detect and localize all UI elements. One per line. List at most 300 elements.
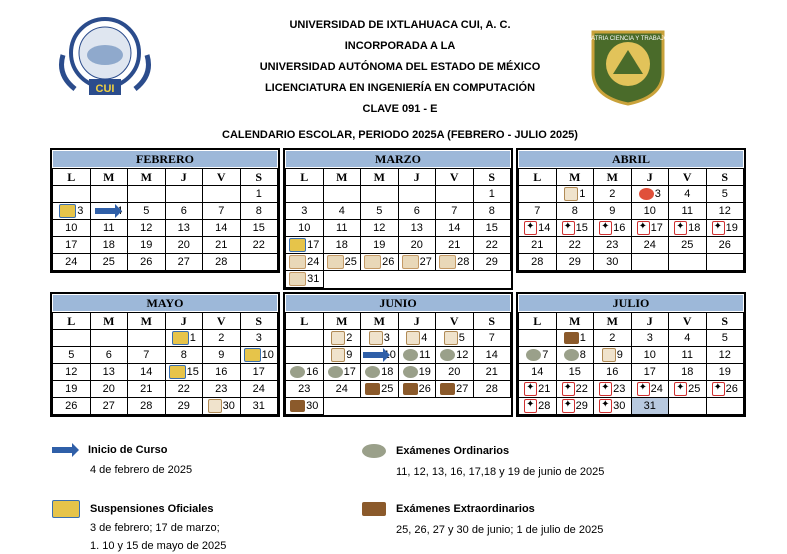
day-cell xyxy=(286,381,324,398)
day-number: 19 xyxy=(718,366,731,378)
day-number: 18 xyxy=(335,239,348,251)
runner-icon xyxy=(562,399,575,413)
day-cell xyxy=(165,220,203,237)
week-row xyxy=(286,237,511,254)
day-cell xyxy=(165,254,203,271)
vacation-icon xyxy=(364,255,381,269)
document-icon xyxy=(406,331,420,345)
day-cell xyxy=(286,237,324,254)
day-number: 10 xyxy=(261,349,274,361)
weekday-header: S xyxy=(706,169,744,186)
day-number: 30 xyxy=(613,400,626,412)
day-cell xyxy=(90,347,128,364)
day-number: 1 xyxy=(189,332,196,344)
month-name: MAYO xyxy=(52,294,278,312)
day-number: 28 xyxy=(485,383,498,395)
day-cell xyxy=(436,381,474,398)
day-cell xyxy=(323,381,361,398)
day-number: 7 xyxy=(218,205,225,217)
day-cell xyxy=(323,186,361,203)
day-number: 12 xyxy=(718,205,731,217)
day-cell xyxy=(361,330,399,347)
day-number: 14 xyxy=(538,222,551,234)
day-cell xyxy=(398,381,436,398)
week-row xyxy=(519,220,744,237)
day-number: 27 xyxy=(102,400,115,412)
day-number: 12 xyxy=(456,349,469,361)
day-cell xyxy=(631,398,669,415)
day-cell xyxy=(53,203,91,220)
day-cell xyxy=(398,203,436,220)
weekday-header-row xyxy=(53,313,278,330)
day-cell xyxy=(556,398,594,415)
day-cell xyxy=(361,203,399,220)
day-cell xyxy=(631,364,669,381)
week-row xyxy=(519,347,744,364)
day-number: 24 xyxy=(252,383,265,395)
day-cell xyxy=(631,237,669,254)
day-cell xyxy=(240,186,278,203)
day-number: 15 xyxy=(252,222,265,234)
day-cell xyxy=(519,347,557,364)
runner-icon xyxy=(712,221,725,235)
day-number: 1 xyxy=(488,188,495,200)
day-cell xyxy=(53,347,91,364)
ordinary-exam-icon xyxy=(403,366,418,378)
day-cell xyxy=(286,398,324,415)
day-number: 31 xyxy=(643,400,656,412)
day-number: 19 xyxy=(65,383,78,395)
day-number: 22 xyxy=(177,383,190,395)
empty-cell xyxy=(473,398,511,415)
runner-icon xyxy=(637,221,650,235)
day-number: 19 xyxy=(725,222,738,234)
cui-logo xyxy=(55,15,155,103)
day-number: 19 xyxy=(373,239,386,251)
day-number: 18 xyxy=(381,366,394,378)
header-line-2: INCORPORADA A LA xyxy=(344,40,456,52)
day-number: 3 xyxy=(255,332,262,344)
day-number: 17 xyxy=(65,239,78,251)
header-line-1: UNIVERSIDAD DE IXTLAHUACA CUI, A. C. xyxy=(289,19,511,31)
day-cell xyxy=(519,186,557,203)
day-number: 23 xyxy=(215,383,228,395)
extraordinary-exam-icon xyxy=(403,383,418,395)
weekday-header: M xyxy=(361,169,399,186)
day-number: 26 xyxy=(382,256,395,268)
day-cell xyxy=(594,398,632,415)
day-number: 5 xyxy=(143,205,150,217)
week-row xyxy=(519,364,744,381)
day-number: 24 xyxy=(335,383,348,395)
ordinary-exam-icon xyxy=(403,349,418,361)
legend-suspensiones-desc2: 1. 10 y 15 de mayo de 2025 xyxy=(90,540,227,552)
day-cell xyxy=(90,398,128,415)
day-cell xyxy=(165,330,203,347)
day-number: 6 xyxy=(105,349,112,361)
document-icon xyxy=(444,331,458,345)
day-number: 8 xyxy=(180,349,187,361)
day-cell xyxy=(128,220,166,237)
day-number: 21 xyxy=(485,366,498,378)
day-cell xyxy=(128,203,166,220)
day-number: 26 xyxy=(65,400,78,412)
runner-icon xyxy=(562,221,575,235)
day-cell xyxy=(669,237,707,254)
day-number: 7 xyxy=(488,332,495,344)
vacation-icon xyxy=(439,255,456,269)
day-number: 10 xyxy=(298,222,311,234)
month-mayo xyxy=(50,292,280,417)
header-line-3: UNIVERSIDAD AUTÓNOMA DEL ESTADO DE MÉXICO xyxy=(259,61,541,73)
weekday-header: M xyxy=(556,313,594,330)
day-number: 29 xyxy=(575,400,588,412)
day-cell xyxy=(631,203,669,220)
weekday-header: V xyxy=(669,313,707,330)
week-row xyxy=(53,381,278,398)
day-cell xyxy=(631,381,669,398)
day-number: 20 xyxy=(177,239,190,251)
day-cell xyxy=(53,186,91,203)
day-cell xyxy=(519,220,557,237)
day-number: 4 xyxy=(421,332,428,344)
suspension-icon xyxy=(244,348,261,362)
day-cell xyxy=(361,347,399,364)
day-number: 16 xyxy=(306,366,319,378)
week-row xyxy=(286,220,511,237)
day-number: 21 xyxy=(140,383,153,395)
day-cell xyxy=(594,330,632,347)
month-julio xyxy=(516,292,746,417)
week-row xyxy=(519,330,744,347)
day-number: 14 xyxy=(531,366,544,378)
vacation-icon xyxy=(402,255,419,269)
day-cell xyxy=(128,186,166,203)
suspension-icon xyxy=(172,331,189,345)
day-cell xyxy=(165,237,203,254)
runner-icon xyxy=(712,382,725,396)
day-cell xyxy=(286,254,324,271)
day-number: 9 xyxy=(616,349,623,361)
day-number: 5 xyxy=(721,188,728,200)
day-number: 18 xyxy=(102,239,115,251)
day-number: 12 xyxy=(373,222,386,234)
day-cell xyxy=(519,364,557,381)
day-number: 4 xyxy=(684,332,691,344)
day-cell xyxy=(519,237,557,254)
month-abril xyxy=(516,148,746,273)
day-number: 25 xyxy=(681,239,694,251)
extraordinary-exam-icon xyxy=(290,400,305,412)
day-cell xyxy=(519,381,557,398)
day-cell xyxy=(361,220,399,237)
day-cell xyxy=(128,237,166,254)
weekday-header: L xyxy=(53,169,91,186)
day-number: 24 xyxy=(643,239,656,251)
day-number: 26 xyxy=(725,383,738,395)
day-number: 5 xyxy=(458,332,465,344)
day-number: 1 xyxy=(579,332,586,344)
week-row xyxy=(53,254,278,271)
day-cell xyxy=(594,186,632,203)
day-cell xyxy=(594,364,632,381)
day-number: 28 xyxy=(140,400,153,412)
day-cell xyxy=(594,220,632,237)
day-number: 22 xyxy=(485,239,498,251)
weekday-header: M xyxy=(323,169,361,186)
day-number: 11 xyxy=(103,222,115,234)
empty-cell xyxy=(398,398,436,415)
day-cell xyxy=(398,237,436,254)
weekday-header: V xyxy=(436,313,474,330)
suspension-icon xyxy=(169,365,186,379)
month-name: JUNIO xyxy=(285,294,511,312)
legend-extraordinarios-desc: 25, 26, 27 y 30 de junio; 1 de julio de 2025 xyxy=(396,524,604,536)
day-cell xyxy=(556,254,594,271)
day-number: 8 xyxy=(571,205,578,217)
day-cell xyxy=(323,237,361,254)
day-number: 5 xyxy=(376,205,383,217)
day-number: 16 xyxy=(606,366,619,378)
day-number: 5 xyxy=(721,332,728,344)
week-row xyxy=(53,237,278,254)
day-number: 14 xyxy=(140,366,153,378)
weekday-header: M xyxy=(361,313,399,330)
day-number: 27 xyxy=(177,256,190,268)
ordinary-exam-icon xyxy=(362,444,386,458)
week-row xyxy=(519,237,744,254)
day-number: 13 xyxy=(177,222,190,234)
empty-cell xyxy=(361,271,399,288)
weekday-header: V xyxy=(669,169,707,186)
calendar-title: CALENDARIO ESCOLAR, PERIODO 2025A (FEBRERO - JULIO 2025) xyxy=(222,129,578,141)
day-cell xyxy=(128,381,166,398)
legend-ordinarios-title: Exámenes Ordinarios xyxy=(396,445,510,457)
week-row xyxy=(286,398,511,415)
day-cell xyxy=(706,186,744,203)
day-number: 9 xyxy=(609,205,616,217)
day-cell xyxy=(669,364,707,381)
weekday-header: V xyxy=(203,313,241,330)
day-number: 20 xyxy=(410,239,423,251)
month-table xyxy=(518,312,744,415)
runner-icon xyxy=(599,221,612,235)
runner-icon xyxy=(524,382,537,396)
day-cell xyxy=(706,203,744,220)
day-cell xyxy=(706,381,744,398)
day-cell xyxy=(436,237,474,254)
day-cell xyxy=(361,254,399,271)
day-cell xyxy=(706,220,744,237)
day-number: 28 xyxy=(215,256,228,268)
week-row xyxy=(519,186,744,203)
day-cell xyxy=(669,220,707,237)
weekday-header: S xyxy=(706,313,744,330)
day-cell xyxy=(519,330,557,347)
day-cell xyxy=(436,347,474,364)
day-cell xyxy=(286,203,324,220)
document-icon xyxy=(208,399,222,413)
day-cell xyxy=(128,347,166,364)
day-cell xyxy=(203,330,241,347)
month-table xyxy=(285,168,511,288)
day-number: 30 xyxy=(306,400,319,412)
day-cell xyxy=(90,203,128,220)
legend-extraordinarios xyxy=(362,502,603,536)
day-cell xyxy=(706,398,744,415)
weekday-header: L xyxy=(53,313,91,330)
month-name: JULIO xyxy=(518,294,744,312)
day-number: 3 xyxy=(646,332,653,344)
day-number: 29 xyxy=(485,256,498,268)
day-cell xyxy=(398,364,436,381)
weekday-header-row xyxy=(53,169,278,186)
day-number: 9 xyxy=(346,349,353,361)
day-number: 22 xyxy=(568,239,581,251)
day-cell xyxy=(669,186,707,203)
day-number: 4 xyxy=(338,205,345,217)
day-number: 8 xyxy=(255,205,262,217)
day-cell xyxy=(706,254,744,271)
day-number: 23 xyxy=(606,239,619,251)
day-cell xyxy=(240,330,278,347)
day-number: 19 xyxy=(418,366,431,378)
day-cell xyxy=(53,237,91,254)
day-number: 22 xyxy=(252,239,265,251)
day-cell xyxy=(669,347,707,364)
weekday-header: J xyxy=(165,169,203,186)
week-row xyxy=(286,347,511,364)
day-number: 21 xyxy=(215,239,228,251)
ordinary-exam-icon xyxy=(526,349,541,361)
extraordinary-exam-icon xyxy=(362,502,386,516)
weekday-header: M xyxy=(128,313,166,330)
day-number: 8 xyxy=(579,349,586,361)
arrow-icon xyxy=(363,352,383,358)
week-row xyxy=(53,186,278,203)
day-cell xyxy=(631,254,669,271)
weekday-header: V xyxy=(203,169,241,186)
day-number: 11 xyxy=(681,349,693,361)
ordinary-exam-icon xyxy=(290,366,305,378)
day-cell xyxy=(556,220,594,237)
day-cell xyxy=(286,347,324,364)
day-cell xyxy=(53,220,91,237)
day-cell xyxy=(53,381,91,398)
runner-icon xyxy=(562,382,575,396)
weekday-header: M xyxy=(323,313,361,330)
day-cell xyxy=(165,186,203,203)
day-number: 17 xyxy=(343,366,356,378)
vacation-icon xyxy=(327,255,344,269)
day-cell xyxy=(53,330,91,347)
day-cell xyxy=(240,381,278,398)
month-junio xyxy=(283,292,513,417)
legend-inicio-desc: 4 de febrero de 2025 xyxy=(90,464,193,476)
runner-icon xyxy=(599,382,612,396)
weekday-header: L xyxy=(519,313,557,330)
day-number: 19 xyxy=(140,239,153,251)
day-cell xyxy=(323,203,361,220)
day-cell xyxy=(90,381,128,398)
day-number: 18 xyxy=(681,366,694,378)
day-cell xyxy=(90,330,128,347)
month-name: ABRIL xyxy=(518,150,744,168)
runner-icon xyxy=(524,221,537,235)
arrow-icon xyxy=(52,447,72,453)
day-cell xyxy=(398,254,436,271)
day-cell xyxy=(706,237,744,254)
empty-cell xyxy=(323,271,361,288)
day-number: 22 xyxy=(575,383,588,395)
day-cell xyxy=(203,347,241,364)
week-row xyxy=(286,271,511,288)
day-number: 13 xyxy=(410,222,423,234)
day-number: 10 xyxy=(643,349,656,361)
day-cell xyxy=(669,330,707,347)
day-number: 20 xyxy=(102,383,115,395)
day-cell xyxy=(128,398,166,415)
day-cell xyxy=(361,186,399,203)
day-cell xyxy=(240,347,278,364)
day-cell xyxy=(398,186,436,203)
weekday-header: M xyxy=(594,313,632,330)
day-cell xyxy=(556,364,594,381)
day-number: 25 xyxy=(344,256,357,268)
runner-icon xyxy=(637,382,650,396)
day-cell xyxy=(398,347,436,364)
day-cell xyxy=(203,203,241,220)
day-number: 17 xyxy=(650,222,663,234)
day-number: 2 xyxy=(218,332,225,344)
day-number: 11 xyxy=(336,222,348,234)
month-name: MARZO xyxy=(285,150,511,168)
day-number: 24 xyxy=(650,383,663,395)
vacation-icon xyxy=(289,255,306,269)
week-row xyxy=(286,186,511,203)
day-cell xyxy=(556,330,594,347)
day-cell xyxy=(473,220,511,237)
legend-ordinarios-desc: 11, 12, 13, 16, 17,18 y 19 de junio de 2025 xyxy=(396,466,605,478)
day-number: 27 xyxy=(456,383,469,395)
day-cell xyxy=(203,398,241,415)
day-cell xyxy=(53,398,91,415)
legend-suspensiones-desc: 3 de febrero; 17 de marzo; xyxy=(90,522,220,534)
day-cell xyxy=(361,364,399,381)
day-number: 21 xyxy=(448,239,461,251)
day-number: 6 xyxy=(413,205,420,217)
weekday-header: M xyxy=(556,169,594,186)
day-number: 21 xyxy=(538,383,551,395)
weekday-header: V xyxy=(436,169,474,186)
day-cell xyxy=(556,347,594,364)
day-cell xyxy=(669,254,707,271)
day-cell xyxy=(398,330,436,347)
day-cell xyxy=(128,254,166,271)
week-row xyxy=(286,203,511,220)
day-number: 10 xyxy=(383,349,396,361)
empty-cell xyxy=(398,271,436,288)
day-cell xyxy=(436,186,474,203)
legend-ordinarios xyxy=(362,444,604,478)
day-cell xyxy=(669,381,707,398)
day-cell xyxy=(286,330,324,347)
day-number: 5 xyxy=(68,349,75,361)
day-cell xyxy=(240,254,278,271)
day-number: 16 xyxy=(215,366,228,378)
empty-cell xyxy=(361,398,399,415)
day-cell xyxy=(53,364,91,381)
